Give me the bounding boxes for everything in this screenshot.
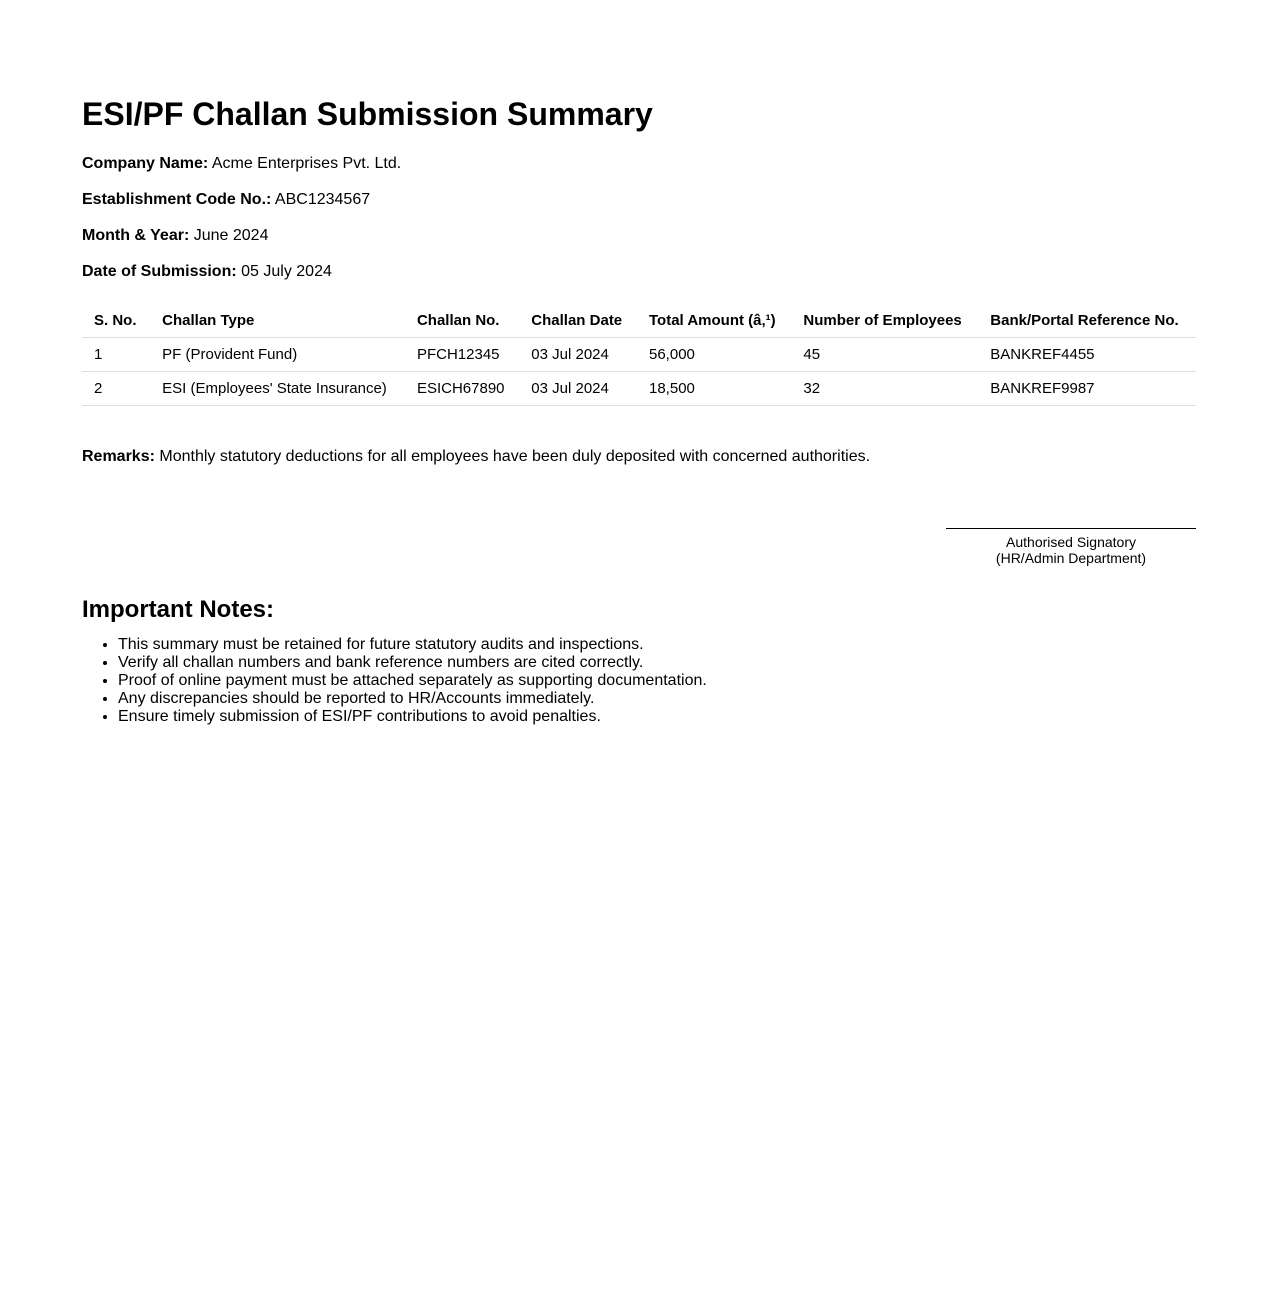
establishment-code-label: Establishment Code No.: [82,191,272,208]
list-item: • Verify all challan numbers and bank reference numbers are cited correctly. [118,654,1196,672]
header-bank-reference: Bank/Portal Reference No. [978,306,1196,338]
header-total-amount: Total Amount (â‚¹) [637,306,791,338]
header-sno: S. No. [82,306,150,338]
cell-number-of-employees: 32 [791,372,978,406]
list-item: • This summary must be retained for future statutory audits and inspections. [118,636,1196,654]
cell-sno: 2 [82,372,150,406]
table-row [82,372,1196,406]
company-name-line [82,155,1196,173]
list-item: • Any discrepancies should be reported to HR/Accounts immediately. [118,690,1196,708]
submission-date-label: Date of Submission: [82,263,237,280]
cell-challan-date: 03 Jul 2024 [519,338,637,372]
remarks-label: Remarks: [82,448,155,465]
header-challan-no: Challan No. [405,306,519,338]
cell-sno: 1 [82,338,150,372]
notes-list [82,636,1196,726]
challan-table [82,306,1196,406]
month-year-value: June 2024 [193,227,269,244]
header-number-of-employees: Number of Employees [791,306,978,338]
cell-bank-reference: BANKREF9987 [978,372,1196,406]
remarks-line [82,448,1196,466]
cell-challan-date: 03 Jul 2024 [519,372,637,406]
cell-challan-no: ESICH67890 [405,372,519,406]
cell-total-amount: 18,500 [637,372,791,406]
signature-block [946,528,1196,566]
table-row [82,338,1196,372]
establishment-code-value: ABC1234567 [274,191,371,208]
cell-challan-no: PFCH12345 [405,338,519,372]
month-year-line [82,227,1196,245]
cell-challan-type: PF (Provident Fund) [150,338,405,372]
submission-date-value: 05 July 2024 [241,263,332,280]
list-item: • Proof of online payment must be attached separately as supporting documentation. [118,672,1196,690]
signature-area [82,528,1196,580]
submission-date-line [82,263,1196,281]
page-title: ESI/PF Challan Submission Summary [82,96,653,132]
remarks-value: Monthly statutory deductions for all employees have been duly deposited with concerned authorities. [159,448,871,465]
header-challan-date: Challan Date [519,306,637,338]
company-name-label: Company Name: [82,155,209,172]
cell-bank-reference: BANKREF4455 [978,338,1196,372]
cell-challan-type: ESI (Employees' State Insurance) [150,372,405,406]
header-challan-type: Challan Type [150,306,405,338]
signatory-title: Authorised Signatory [1006,534,1136,550]
month-year-label: Month & Year: [82,227,190,244]
document-page [82,0,1196,726]
list-item: • Ensure timely submission of ESI/PF contributions to avoid penalties. [118,708,1196,726]
cell-total-amount: 56,000 [637,338,791,372]
notes-heading: Important Notes: [82,596,274,623]
cell-number-of-employees: 45 [791,338,978,372]
company-name-value: Acme Enterprises Pvt. Ltd. [211,155,402,172]
table-header-row [82,306,1196,338]
signatory-department: (HR/Admin Department) [995,550,1147,566]
establishment-code-line [82,191,1196,209]
